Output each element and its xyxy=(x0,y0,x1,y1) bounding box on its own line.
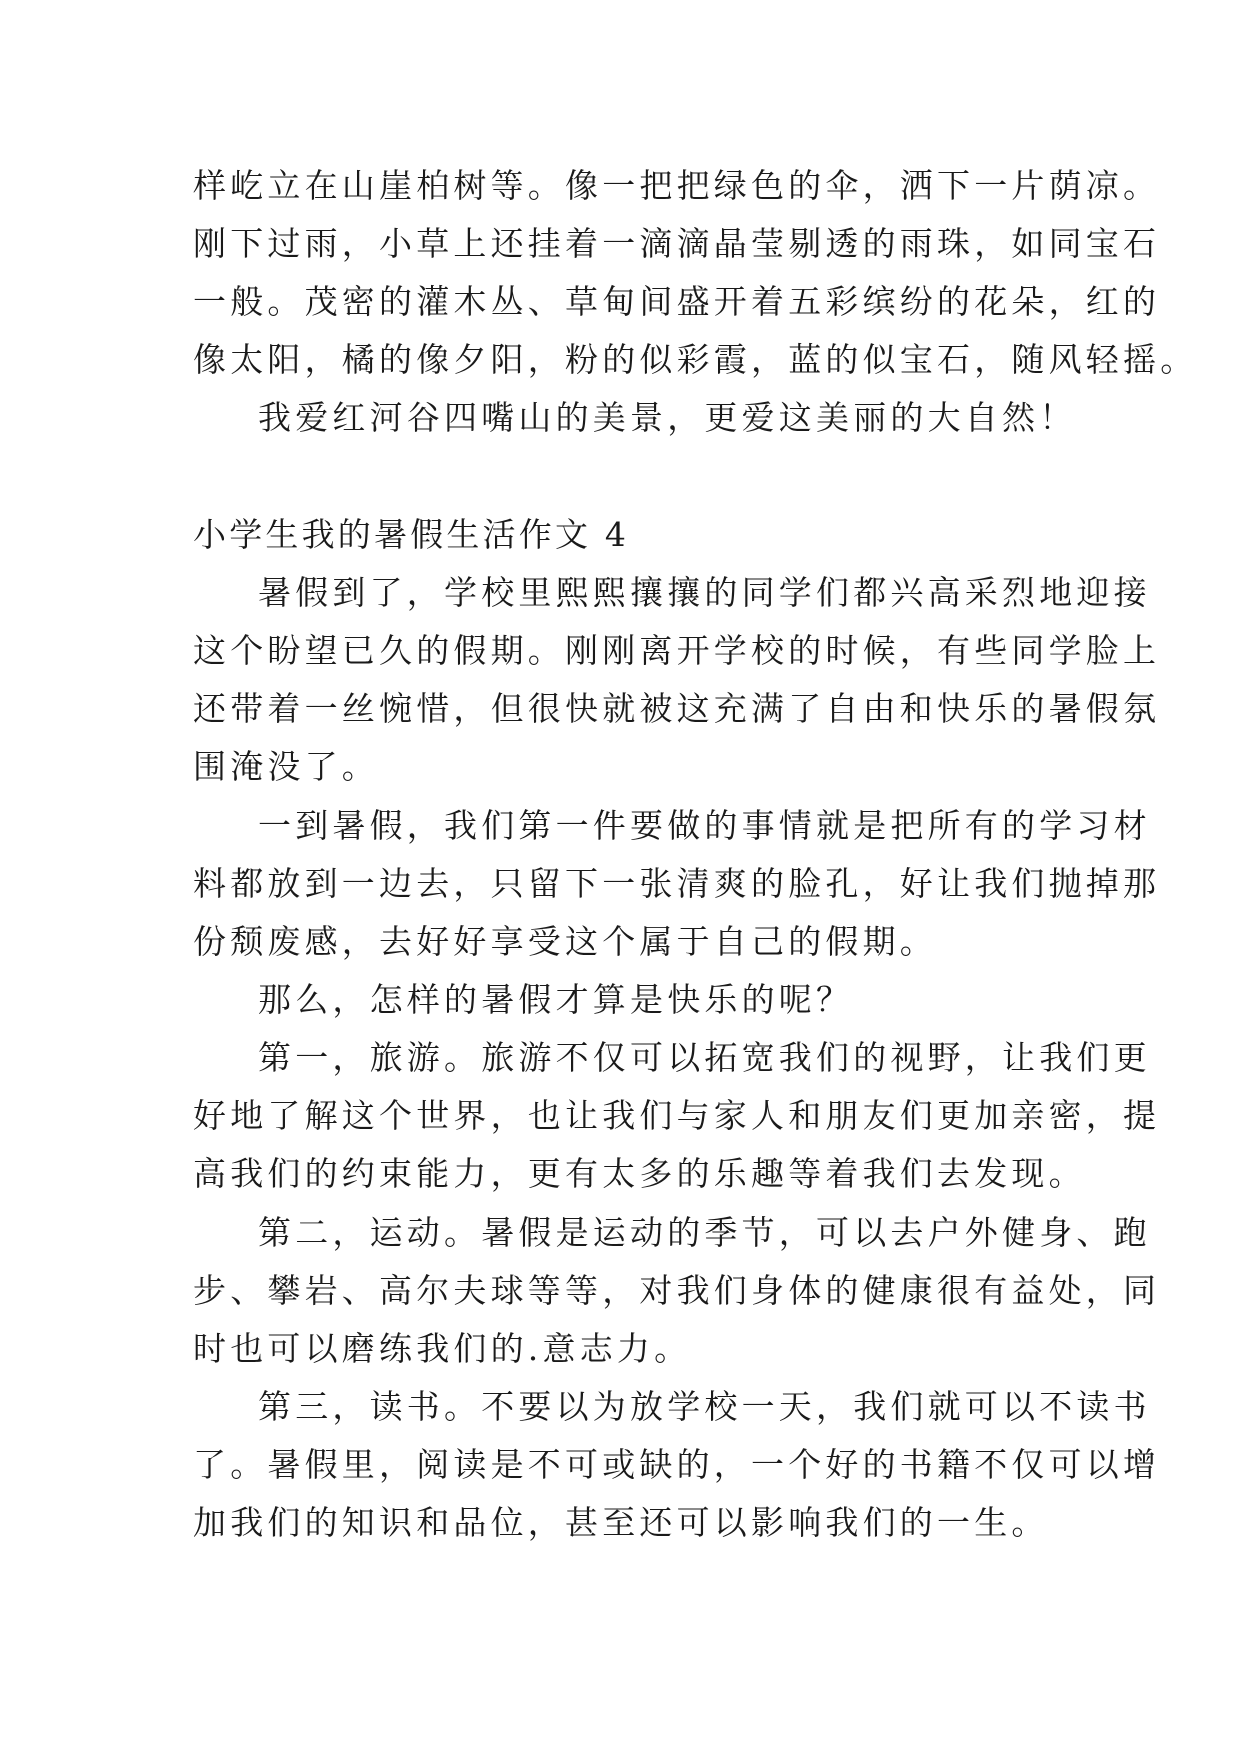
paragraph-line: 第一，旅游。旅游不仅可以拓宽我们的视野，让我们更 xyxy=(258,1038,1151,1077)
paragraph-line: 加我们的知识和品位，甚至还可以影响我们的一生。 xyxy=(193,1503,1049,1542)
paragraph-line: 围淹没了。 xyxy=(193,747,379,786)
paragraph-line: 这个盼望已久的假期。刚刚离开学校的时候，有些同学脸上 xyxy=(193,631,1161,670)
paragraph-line: 料都放到一边去，只留下一张清爽的脸孔，好让我们抛掉那 xyxy=(193,864,1161,903)
paragraph-line: 样屹立在山崖柏树等。像一把把绿色的伞，洒下一片荫凉。 xyxy=(193,166,1161,205)
paragraph-line: 好地了解这个世界，也让我们与家人和朋友们更加亲密，提 xyxy=(193,1096,1161,1135)
paragraph-line: 还带着一丝惋惜，但很快就被这充满了自由和快乐的暑假氛 xyxy=(193,689,1161,728)
paragraph-line: 我爱红河谷四嘴山的美景，更爱这美丽的大自然！ xyxy=(258,398,1077,437)
paragraph-line: 像太阳，橘的像夕阳，粉的似彩霞，蓝的似宝石，随风轻摇。 xyxy=(193,340,1198,379)
paragraph-line: 暑假到了，学校里熙熙攘攘的同学们都兴高采烈地迎接 xyxy=(258,573,1151,612)
section-heading: 小学生我的暑假生活作文 4 xyxy=(193,515,630,554)
paragraph-line: 那么，怎样的暑假才算是快乐的呢？ xyxy=(258,980,854,1019)
paragraph-line: 了。暑假里，阅读是不可或缺的，一个好的书籍不仅可以增 xyxy=(193,1445,1161,1484)
paragraph-line: 一到暑假，我们第一件要做的事情就是把所有的学习材 xyxy=(258,806,1151,845)
paragraph-line: 第三，读书。不要以为放学校一天，我们就可以不读书 xyxy=(258,1387,1151,1426)
paragraph-line: 一般。茂密的灌木丛、草甸间盛开着五彩缤纷的花朵，红的 xyxy=(193,282,1161,321)
paragraph-line: 高我们的约束能力，更有太多的乐趣等着我们去发现。 xyxy=(193,1154,1086,1193)
paragraph-line: 份颓废感，去好好享受这个属于自己的假期。 xyxy=(193,922,937,961)
paragraph-line: 刚下过雨，小草上还挂着一滴滴晶莹剔透的雨珠，如同宝石 xyxy=(193,224,1161,263)
paragraph-line: 第二，运动。暑假是运动的季节，可以去户外健身、跑 xyxy=(258,1213,1151,1252)
paragraph-line: 时也可以磨练我们的.意志力。 xyxy=(193,1329,692,1368)
paragraph-line: 步、攀岩、高尔夫球等等，对我们身体的健康很有益处，同 xyxy=(193,1271,1161,1310)
